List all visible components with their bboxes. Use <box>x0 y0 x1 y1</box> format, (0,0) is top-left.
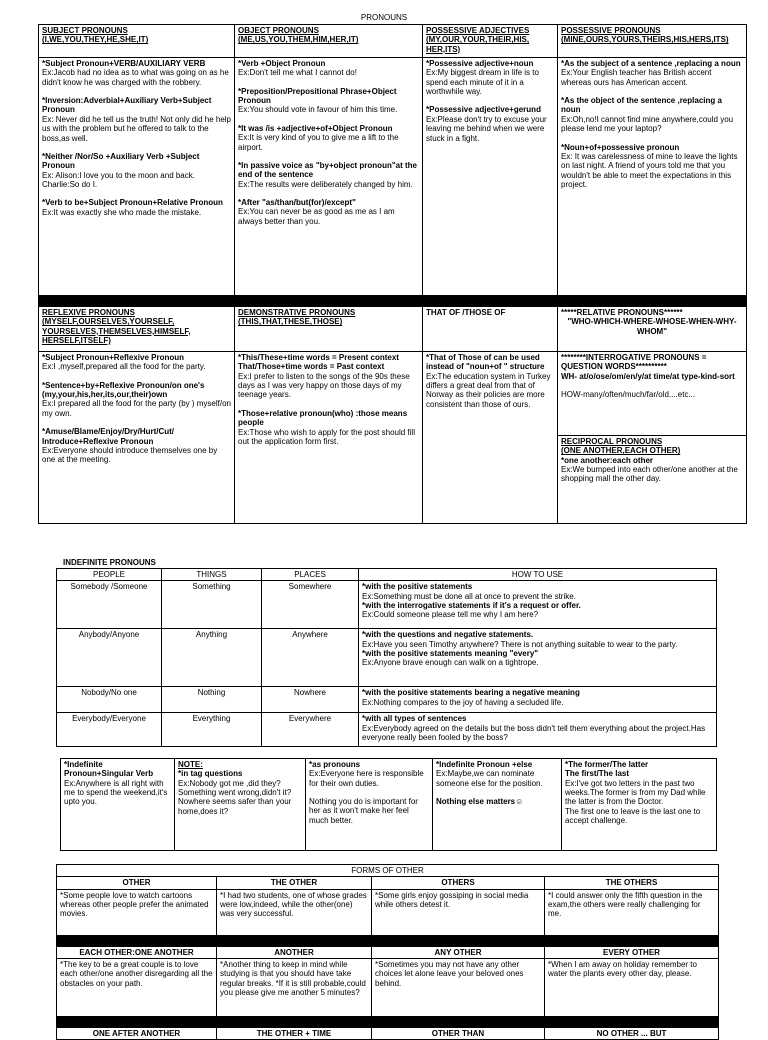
possessive-pronouns-header: POSSESSIVE PRONOUNS <box>561 26 661 35</box>
indefinite-pronouns-title: INDEFINITE PRONOUNS <box>63 558 156 567</box>
possessive-adjectives-cell: POSSESSIVE ADJECTIVES (MY,OUR,YOUR,THEIR,HIS, HER,ITS) *Possessive adjective+noun Ex:My biggest dream in life is to spend each minute of it in a worthwhile way. *Possessive adjective+gerund Ex:Please don't try to excuse your leaving me behind when we were stuck in a fight. <box>423 25 558 296</box>
note-singular-verb: *Indefinite Pronoun+Singular Verb Ex:Anywhere is all right with me to spend the weekend,it's upto you. <box>61 759 175 851</box>
possessive-adjectives-header: POSSESSIVE ADJECTIVES <box>426 26 530 35</box>
header-how-to-use: HOW TO USE <box>359 569 717 581</box>
that-of-those-of-cell: THAT OF /THOSE OF *That of Those of can be used instead of "noun+of " structure Ex:The education system in Turkey differs a great deal from that of Norway as their policies are more consistent than those of ours. <box>423 307 558 524</box>
header-places: PLACES <box>262 569 359 581</box>
table-row: Everybody/Everyone Everything Everywhere *with all types of sentences Ex:Everybody agreed on the details but the boss didn't tell them everything about the project.Has everyone really been fooled by the boss? <box>57 713 717 747</box>
page-title: PRONOUNS <box>360 13 408 22</box>
section-divider <box>57 935 719 946</box>
reflexive-pronouns-header: REFLEXIVE PRONOUNS <box>42 308 135 317</box>
subject-pronouns-cell: SUBJECT PRONOUNS (I,WE,YOU,THEY,HE,SHE,IT) *Subject Pronoun+VERB/AUXILIARY VERB Ex:Jacob had no idea as to what was going on as he didn't know he was charged with the robbery. *Inversion:Adverbial+Auxiliary Verb+Subject Pronoun Ex: Never did he tell us the truth! Not only did he help us with the problem but he offered to talk to the boss,as well. *Neither /Nor/So +Auxiliary Verb +Subject Pronoun Ex: Alison:I love you to the moon and back. Charlie:So do I. *Verb to be+Subject Pronoun+Relative Pronoun Ex:It was exactly she who made the mistake. <box>39 25 235 296</box>
subject-pronouns-header: SUBJECT PRONOUNS <box>42 26 128 35</box>
relative-interrogative-reciprocal-cell: *****RELATIVE PRONOUNS****** "WHO-WHICH-WHERE-WHOSE-WHEN-WHY-WHOM" ********INTERROGATIVE PRONOUNS = QUESTION WORDS********** WH- at/o/ose/om/en/y/at time/at type-kind-sort HOW-many/often/much/far/old....etc... RECIPROCAL PRONOUNS (ONE ANOTHER,EACH OTHER) *one another:each other Ex:We bumped into each other/one another at the shopping mall the other day. <box>558 307 747 524</box>
object-pronouns-header: OBJECT PRONOUNS <box>238 26 319 35</box>
header-things: THINGS <box>162 569 262 581</box>
forms-of-other-table: FORMS OF OTHER OTHER THE OTHER OTHERS THE OTHERS *Some people love to watch cartoons whereas other people prefer the animated movies. *I had two students, one of whose grades were low,indeed, while the other(one) was very successful. *Some girls enjoy gossiping in social media while others detest it. *I could answer only the fifth question in the exam,the others were really challenging for me. EACH OTHER:ONE ANOTHER ANOTHER ANY OTHER EVERY OTHER *The key to be a great couple is to love each other/one another disregarding all the obstacles on your path. *Another thing to keep in mind while studying is that you should have take regular breaks. *If it is still probable,could you please give me another 5 minutes? *Sometimes you may not have any other choices let alone leave your beloved ones behind. *When I am away on holiday remember to water the plants every other day, please. ONE AFTER ANOTHER THE OTHER + TIME OTHER THAN NO OTHER ... BUT <box>56 864 719 1040</box>
section-divider <box>57 1017 719 1028</box>
note-tag-questions: NOTE: *in tag questions Ex:Nobody got me ,did they? Something went wrong,didn't it? Nowhere seems safer than your home,does it? <box>175 759 306 851</box>
forms-of-other-title: FORMS OF OTHER <box>57 865 719 877</box>
note-as-pronouns: *as pronouns Ex:Everyone here is responsible for their own duties. Nothing you do is important for her as it won't make her feel much better. <box>306 759 433 851</box>
table-row: Somebody /Someone Something Somewhere *with the positive statements Ex:Something must be done all at once to prevent the strike. *with the interrogative statements if it's a request or offer. Ex:Could someone please tell me why I am here? <box>57 581 717 629</box>
table-row: Nobody/No one Nothing Nowhere *with the positive statements bearing a negative meaning Ex:Nothing compares to the joy of having a secluded life. <box>57 687 717 713</box>
that-of-header: THAT OF /THOSE OF <box>426 308 506 317</box>
table-row: Anybody/Anyone Anything Anywhere *with the questions and negative statements. Ex:Have you seen Timothy anywhere? There is not anything suitable to wear to the party. *with the positive statements meaning "every" Ex:Anyone brave enough can walk on a tightrope. <box>57 629 717 687</box>
object-pronouns-cell: OBJECT PRONOUNS (ME,US,YOU,THEM,HIM,HER,IT) *Verb +Object Pronoun Ex:Don't tell me what I cannot do! *Preposition/Prepositional Phrase+Object Pronoun Ex:You should vote in favour of him this time. *It was /is +adjective+of+Object Pronoun Ex:It is very kind of you to give me a lift to the airport. *In passive voice as "by+object pronoun"at the end of the sentence Ex:The results were deliberately changed by him. *After "as/than/but(for)/except" Ex:You can never be as good as me as I am always better than you. <box>235 25 423 296</box>
demonstrative-pronouns-cell: DEMONSTRATIVE PRONOUNS (THIS,THAT,THESE,THOSE) *This/These+time words = Present context That/Those+time words = Past context Ex:I prefer to listen to the songs of the 90s these days as I was very happy on those days of my teenage years. *Those+relative pronoun(who) :those means people Ex:Those who wish to apply for the post should fill out the application form first. <box>235 307 423 524</box>
relative-pronouns-header: *****RELATIVE PRONOUNS****** <box>561 308 683 317</box>
reciprocal-pronouns-header: RECIPROCAL PRONOUNS <box>561 437 663 446</box>
indefinite-pronouns-table <box>56 568 717 747</box>
section-divider <box>39 296 747 307</box>
note-else: *Indefinite Pronoun +else Ex:Maybe,we can nominate someone else for the position. Nothing else matters☺ <box>433 759 562 851</box>
indefinite-notes-table <box>60 758 717 851</box>
demonstrative-pronouns-header: DEMONSTRATIVE PRONOUNS <box>238 308 356 317</box>
possessive-pronouns-cell: POSSESSIVE PRONOUNS (MINE,OURS,YOURS,THEIRS,HIS,HERS,ITS) *As the subject of a sentence ,replacing a noun Ex:Your English teacher has British accent whereas ours has American accent. *As the object of the sentence ,replacing a noun Ex:Oh,no!I cannot find mine anywhere,could you please lend me your laptop? *Noun+of+possessive pronoun Ex: It was carelessness of mine to leave the lights on last night. A friend of yours told me that you wouldn't be able to meet the expectations in this project. <box>558 25 747 296</box>
header-people: PEOPLE <box>57 569 162 581</box>
reflexive-pronouns-cell: REFLEXIVE PRONOUNS (MYSELF,OURSELVES,YOURSELF, YOURSELVES,THEMSELVES,HIMSELF, HERSELF,ITSELF) *Subject Pronoun+Reflexive Pronoun Ex:I ,myself,prepared all the food for the party. *Sentence+by+Reflexive Pronoun/on one's (my,your,his,her,its,our,their)own Ex:I prepared all the food for the party (by ) myself/on my own. *Amuse/Blame/Enjoy/Dry/Hurt/Cut/ Introduce+Reflexive Pronoun Ex:Everyone should introduce themselves one by one at the meeting. <box>39 307 235 524</box>
interrogative-pronouns-header: ********INTERROGATIVE PRONOUNS = QUESTION WORDS********** <box>561 353 707 372</box>
pronouns-table <box>38 24 747 524</box>
note-former-latter: *The former/The latter The first/The last Ex:I've got two letters in the past two weeks.The former is from my Dad while the latter is from the Doctor. The first one to leave is the last one to accept challenge. <box>562 759 717 851</box>
